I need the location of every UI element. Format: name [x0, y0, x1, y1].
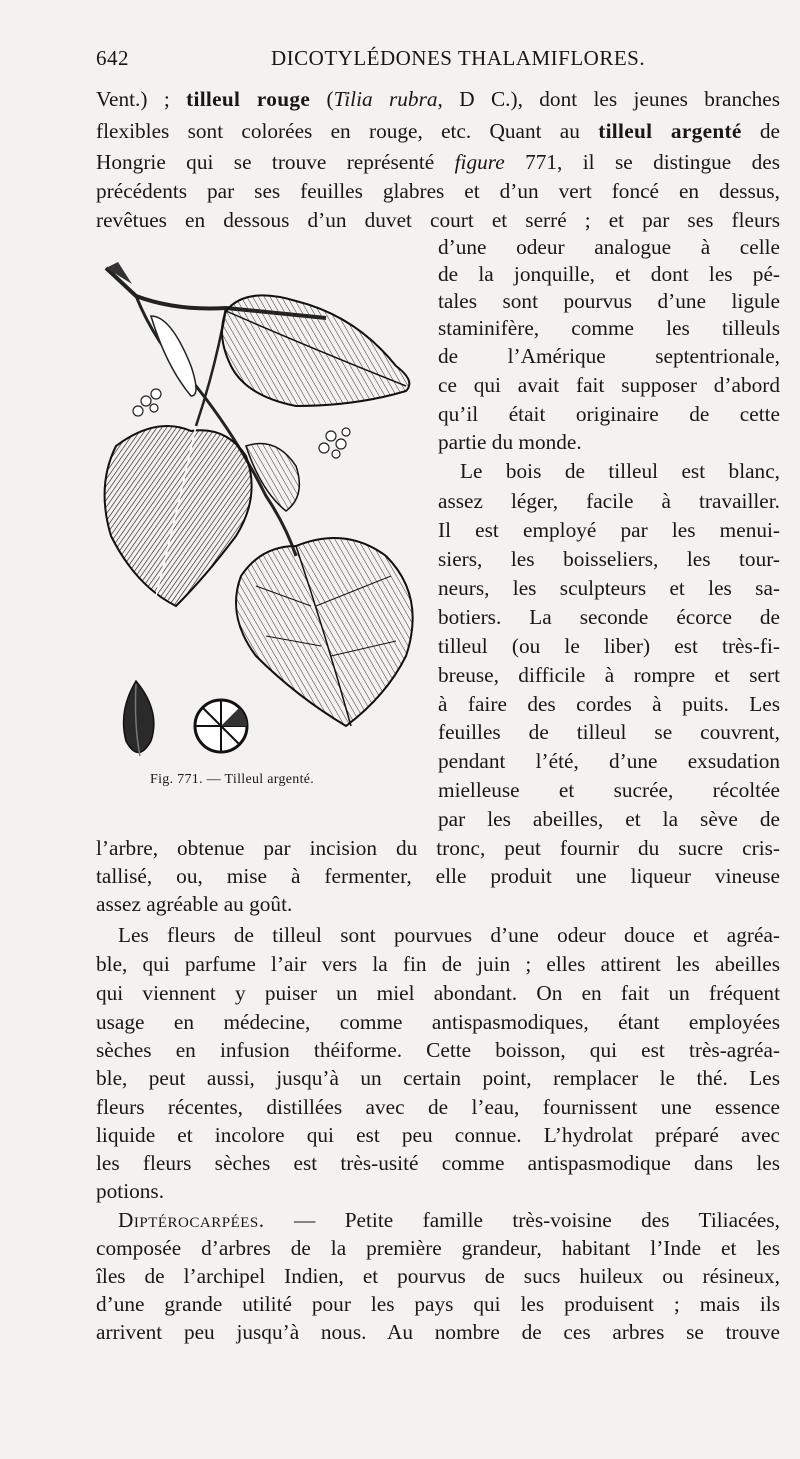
text-line: potions.: [96, 1179, 165, 1203]
text-line: ble, qui parfume l’air vers la fin de juin ; elles attirent les abeilles: [96, 952, 780, 976]
section-heading: Diptérocarpées.: [118, 1208, 265, 1232]
text-line: îles de l’archipel Indien, et pourvus de sucs huileux ou résineux,: [96, 1264, 780, 1288]
text-line: feuilles de tilleul se couvrent,: [438, 720, 780, 744]
text-line: revêtues en dessous d’un duvet court et serré ; et par ses fleurs: [96, 208, 780, 232]
text-line: Vent.) ; tilleul rouge (Tilia rubra, D C.), dont les jeunes branches: [96, 87, 780, 111]
text-line: les fleurs sèches est très-usité comme antispasmodique dans les: [96, 1151, 780, 1175]
text-line: neurs, les sculpteurs et les sa-: [438, 576, 780, 600]
text-line: tallisé, ou, mise à fermenter, elle produit une liqueur vineuse: [96, 864, 780, 888]
page-header: [96, 46, 778, 74]
text-line: l’arbre, obtenue par incision du tronc, peut fournir du sucre cris-: [96, 836, 780, 860]
text-line: tilleul (ou le liber) est très-fi-: [438, 634, 780, 658]
text-line: qu’il était originaire de cette: [438, 402, 780, 426]
text-line: staminifère, comme les tilleuls: [438, 316, 780, 340]
text-line: liquide et incolore qui est peu connue. L’hydrolat préparé avec: [96, 1123, 780, 1147]
text-line: Il est employé par les menui-: [438, 518, 780, 542]
text-line: pendant l’été, d’une exsudation: [438, 749, 780, 773]
text-line: à faire des cordes à puits. Les: [438, 692, 780, 716]
text-line: par les abeilles, et la sève de: [438, 807, 780, 831]
text-line: mielleuse et sucrée, récoltée: [438, 778, 780, 802]
text-line: Diptérocarpées. — Petite famille très-voisine des Tiliacées,: [118, 1208, 780, 1232]
figure-caption: Fig. 771. — Tilleul argenté.: [150, 772, 315, 787]
text-line: Le bois de tilleul est blanc,: [460, 459, 780, 483]
text-line: Hongrie qui se trouve représenté figure 771, il se distingue des: [96, 150, 780, 174]
text-line: précédents par ses feuilles glabres et d’un vert foncé en dessus,: [96, 179, 780, 203]
text-line: assez agréable au goût.: [96, 892, 293, 916]
text-line: partie du monde.: [438, 430, 582, 454]
text-line: botiers. La seconde écorce de: [438, 605, 780, 629]
text-line: siers, les boisseliers, les tour-: [438, 547, 780, 571]
text-line: sèches en infusion théiforme. Cette boisson, qui est très-agréa-: [96, 1038, 780, 1062]
linden-branch-illustration: [96, 256, 426, 766]
text-line: d’une grande utilité pour les pays qui les produisent ; mais ils: [96, 1292, 780, 1316]
text-line: assez léger, facile à travailler.: [438, 489, 780, 513]
text-line: Les fleurs de tilleul sont pourvues d’une odeur douce et agréa-: [118, 923, 780, 947]
text-line: ble, peut aussi, jusqu’à un certain point, remplacer le thé. Les: [96, 1066, 780, 1090]
text-line: de l’Amérique septentrionale,: [438, 344, 780, 368]
text-line: arrivent peu jusqu’à nous. Au nombre de ces arbres se trouve: [96, 1320, 780, 1344]
text-line: composée d’arbres de la première grandeur, habitant l’Inde et les: [96, 1236, 780, 1260]
text-line: fleurs récentes, distillées avec de l’eau, fournissent une essence: [96, 1095, 780, 1119]
text-line: de la jonquille, et dont les pé-: [438, 262, 780, 286]
text-line: flexibles sont colorées en rouge, etc. Quant au tilleul argenté de: [96, 119, 780, 143]
text-line: usage en médecine, comme antispasmodiques, étant employées: [96, 1010, 780, 1034]
text-line: qui viennent y puiser un miel abondant. On en fait un fréquent: [96, 981, 780, 1005]
text-line: tales sont pourvus d’une ligule: [438, 289, 780, 313]
text-line: breuse, difficile à rompre et sert: [438, 663, 780, 687]
text-line: d’une odeur analogue à celle: [438, 235, 780, 259]
page-number: 642: [96, 46, 129, 70]
running-head: DICOTYLÉDONES THALAMIFLORES.: [271, 46, 646, 70]
text-line: ce qui avait fait supposer d’abord: [438, 373, 780, 397]
